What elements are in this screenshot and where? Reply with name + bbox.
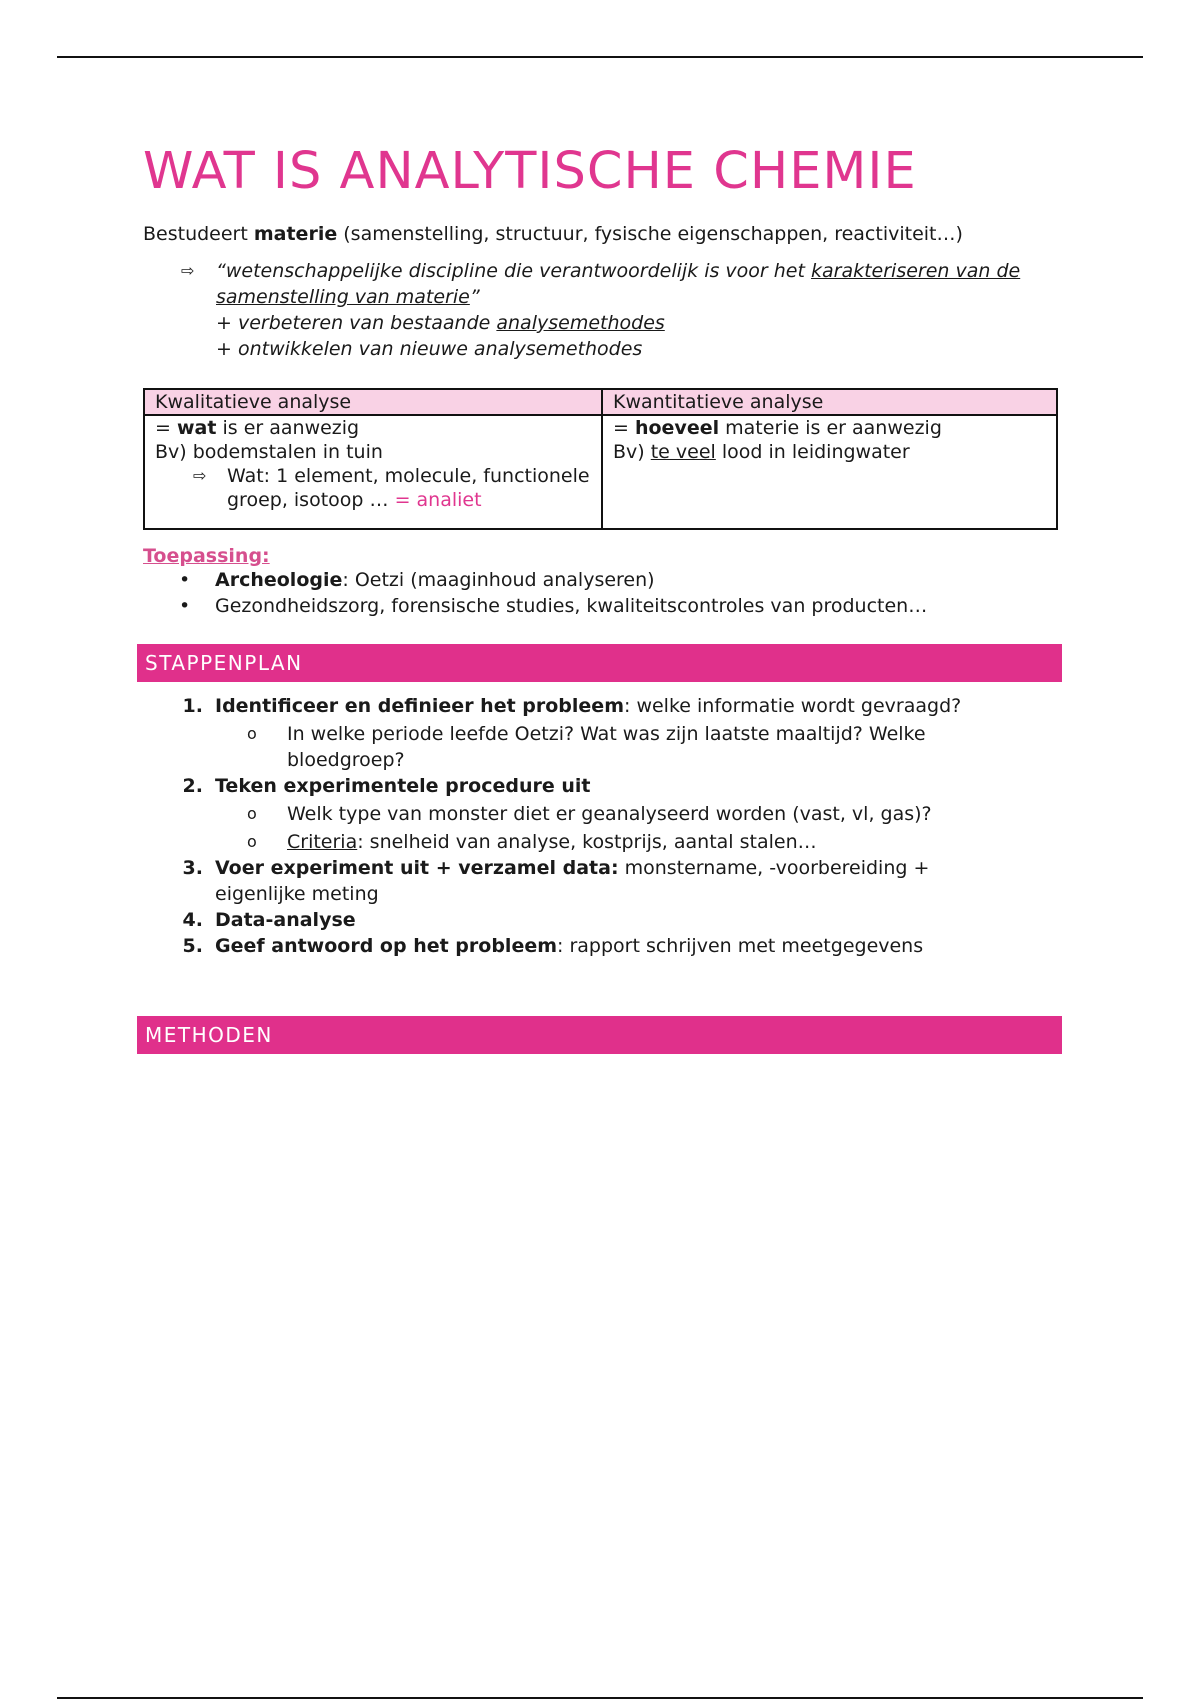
step-number: 4. xyxy=(182,909,203,931)
left-bold: wat xyxy=(176,417,217,439)
analysis-table xyxy=(143,388,1058,530)
sub-item xyxy=(215,719,1043,773)
sub-item xyxy=(215,827,1043,855)
list-item xyxy=(143,933,1043,959)
left-cell xyxy=(144,415,602,529)
definition-line3: + ontwikkelen van nieuwe analysemethodes xyxy=(216,338,643,360)
stappenplan-heading: STAPPENPLAN xyxy=(137,644,1062,682)
right-bold: hoeveel xyxy=(634,417,720,439)
applications-list xyxy=(143,567,927,619)
top-rule xyxy=(57,56,1143,58)
applications-heading: Toepassing: xyxy=(143,545,270,567)
right-header: Kwantitatieve analyse xyxy=(602,389,1057,415)
left-detail xyxy=(193,464,591,512)
right-definition xyxy=(613,416,1046,440)
definition-block xyxy=(181,258,1061,362)
step-rest: : welke informatie wordt gevraagd? xyxy=(624,695,962,717)
list-item xyxy=(143,593,927,619)
right-example-underlined: te veel xyxy=(650,441,716,463)
list-item xyxy=(143,773,1043,855)
sub-bullet-icon: o xyxy=(247,804,257,823)
sub-item-text: In welke periode leefde Oetzi? Wat was zijn laatste maaltijd? Welke bloedgroep? xyxy=(287,723,926,771)
definition-line2 xyxy=(216,310,1061,336)
step-number: 2. xyxy=(182,775,203,797)
left-detail-text xyxy=(227,464,591,512)
list-item xyxy=(143,567,927,593)
sub-item-underlined: Criteria xyxy=(287,831,358,853)
intro-suffix: (samenstelling, structuur, fysische eigenschappen, reactiviteit…) xyxy=(337,223,963,245)
arrow-right-icon: ⇨ xyxy=(181,261,195,280)
bullet-icon: • xyxy=(179,595,191,617)
step-number: 1. xyxy=(182,695,203,717)
bullet-icon: • xyxy=(179,569,191,591)
page-title: WAT IS ANALYTISCHE CHEMIE xyxy=(143,142,917,201)
methoden-heading: METHODEN xyxy=(137,1016,1062,1054)
sub-item-text: Welk type van monster diet er geanalyseerd worden (vast, vl, gas)? xyxy=(287,803,932,825)
right-rest: materie is er aanwezig xyxy=(719,417,942,439)
intro-prefix: Bestudeert xyxy=(143,223,254,245)
sub-item xyxy=(215,799,1043,827)
left-example: Bv) bodemstalen in tuin xyxy=(155,441,383,463)
left-definition xyxy=(155,416,591,440)
app-item-bold: Archeologie xyxy=(215,569,343,591)
definition-part2: ” xyxy=(469,286,480,308)
right-cell xyxy=(602,415,1057,529)
step-bold: Data-analyse xyxy=(215,909,356,931)
definition-line2-underlined: analysemethodes xyxy=(496,312,665,334)
step-rest: : rapport schrijven met meetgegevens xyxy=(557,935,924,957)
left-rest: is er aanwezig xyxy=(216,417,360,439)
definition-line2-prefix: + verbeteren van bestaande xyxy=(216,312,497,334)
bottom-rule xyxy=(57,1697,1143,1699)
right-eq: = xyxy=(613,417,635,439)
definition-quote xyxy=(216,258,1061,310)
right-example xyxy=(613,440,1046,464)
left-detail-main: Wat: 1 element, molecule, functionele groep, isotoop … xyxy=(227,465,590,511)
intro-line xyxy=(143,221,963,247)
step-number: 5. xyxy=(182,935,203,957)
left-header: Kwalitatieve analyse xyxy=(144,389,602,415)
intro-bold: materie xyxy=(253,223,338,245)
step-rest: monstername, -voorbereiding + eigenlijke meting xyxy=(215,857,930,905)
arrow-right-icon: ⇨ xyxy=(193,466,207,485)
definition-part1: “wetenschappelijke discipline die verantwoordelijk is voor het xyxy=(216,260,811,282)
right-example-rest: lood in leidingwater xyxy=(715,441,910,463)
steps-list xyxy=(143,693,1043,959)
sub-bullet-icon: o xyxy=(247,832,257,851)
step-bold: Geef antwoord op het probleem xyxy=(215,935,558,957)
step-number: 3. xyxy=(182,857,203,879)
sub-item-rest: : snelheid van analyse, kostprijs, aantal stalen… xyxy=(357,831,817,853)
list-item xyxy=(143,693,1043,773)
app-item-rest: Gezondheidszorg, forensische studies, kwaliteitscontroles van producten… xyxy=(215,595,928,617)
sub-bullet-icon: o xyxy=(247,724,257,743)
step-bold: Identificeer en definieer het probleem xyxy=(215,695,624,717)
app-item-rest: : Oetzi (maaginhoud analyseren) xyxy=(342,569,655,591)
left-detail-pink: = analiet xyxy=(394,489,482,511)
list-item xyxy=(143,907,1043,933)
definition-underlined: karakteriseren van de samenstelling van materie xyxy=(216,260,1021,308)
list-item xyxy=(143,855,1043,907)
step-bold: Teken experimentele procedure uit xyxy=(215,775,591,797)
step-bold: Voer experiment uit + verzamel data: xyxy=(215,857,619,879)
right-example-prefix: Bv) xyxy=(613,441,651,463)
left-eq: = xyxy=(155,417,177,439)
